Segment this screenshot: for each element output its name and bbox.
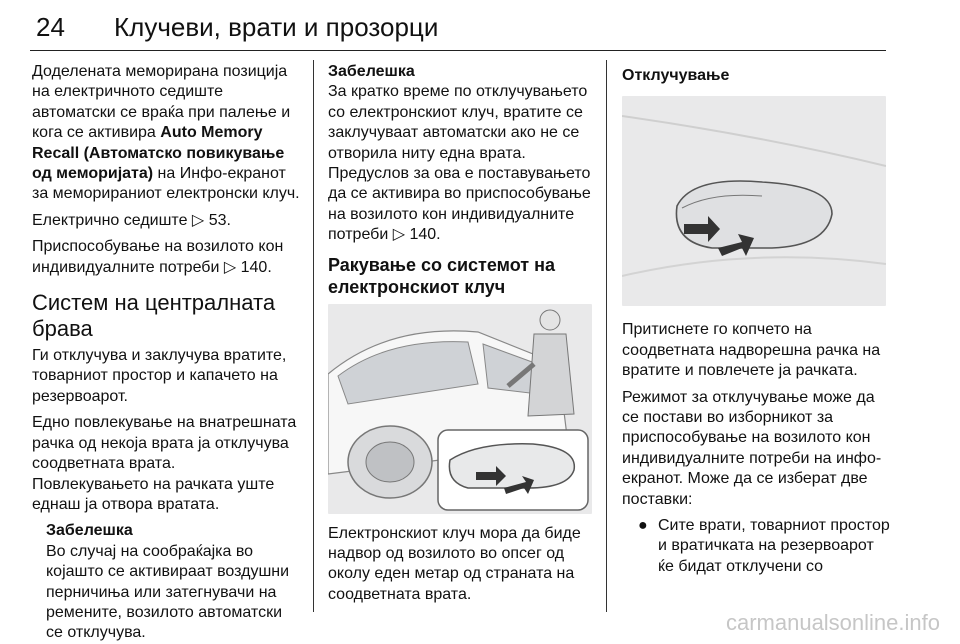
paragraph: Едно повлекување на внатрешната рачка од некоја врата ја отклучува соодветната врата.: [32, 414, 297, 473]
door-handle-closeup: [622, 96, 886, 306]
reference-arrow-icon: ▷: [223, 258, 237, 276]
paragraph: Притиснете го копчето на соодветната надворешна рачка на вратите и повлечете ја рачката.: [622, 321, 881, 380]
note-box: [32, 521, 302, 643]
page-header: [30, 8, 886, 51]
page-number: 24: [36, 12, 65, 42]
page-reference[interactable]: 53.: [208, 211, 231, 229]
paragraph: Повлекувањето на рачката уште еднаш ја отвора вратата.: [32, 475, 275, 513]
section-heading: Систем на централната брава: [32, 290, 276, 342]
paragraph-electric-seat: Електрично седиште ▷ 53.: [32, 211, 231, 229]
list-item-text: Сите врати, товарниот простор и вратичката на резервоарот ќе бидат отклучени со: [658, 517, 890, 575]
column-middle: [328, 62, 592, 611]
section-heading: Ракување со системот на електронскиот клуч: [328, 254, 555, 297]
auto-memory-recall-label: Auto Memory Recall (Автоматско повикување од меморијата): [32, 124, 285, 183]
page-reference[interactable]: 140.: [240, 258, 272, 276]
note-box: [328, 62, 592, 246]
note-text: За кратко време по отклучувањето со електронскиот клуч, вратите се заклучуваат автоматски ако не се отворила ниту една врата. Предуслов за ова е поставувањето да се активира во приспособување на возилото кон индивидуалните потреби: [328, 83, 591, 244]
watermark: carmanualsonline.info: [725, 610, 940, 635]
note-title: Забелешка: [328, 63, 415, 80]
paragraph-memory-recall: Доделената меморирана позиција на електричното седиште автоматски се враќа при палење и кога се активира Auto Memory Recall (Автоматско повикување од меморијата) на Инфо-екранот за меморираниот електронски клуч.: [32, 63, 300, 203]
reference-arrow-icon: ▷: [191, 211, 205, 229]
car-key-illustration: [328, 304, 592, 514]
figure-caption: Електронскиот клуч мора да биде надвор од возилото во опсег од околу еден метар од страната на соодветната врата.: [328, 524, 581, 603]
section-heading: Отклучување: [622, 67, 730, 84]
list-item: [622, 516, 890, 577]
paragraph-personalization: Приспособување на возилото кон индивидуалните потреби ▷ 140.: [32, 238, 284, 276]
paragraph: Ги отклучува и заклучува вратите, товарниот простор и капачето на резервоарот.: [32, 347, 287, 405]
car-door-handle-illustration: [328, 304, 592, 514]
note-title: Забелешка: [46, 522, 133, 540]
door-handle-illustration: [622, 96, 886, 306]
reference-arrow-icon: ▷: [392, 226, 406, 244]
page-reference[interactable]: 140.: [409, 226, 441, 244]
page-title: Клучеви, врати и прозорци: [114, 12, 439, 42]
paragraph: Режимот за отклучување може да се постави во изборникот за приспособување на возилото кон индивидуалните потреби на инфо-екранот. Може да се изберат две поставки:: [622, 388, 882, 508]
column-right: [622, 62, 890, 577]
column-divider: [606, 60, 607, 612]
column-left: [32, 62, 302, 644]
note-text: Во случај на сообраќајка во којашто се активираат воздушни перничиња или затегнувачи на ремените, возилото автоматски се отклучува.: [46, 542, 290, 642]
column-divider: [313, 60, 314, 612]
bullet-icon: ●: [638, 517, 648, 535]
